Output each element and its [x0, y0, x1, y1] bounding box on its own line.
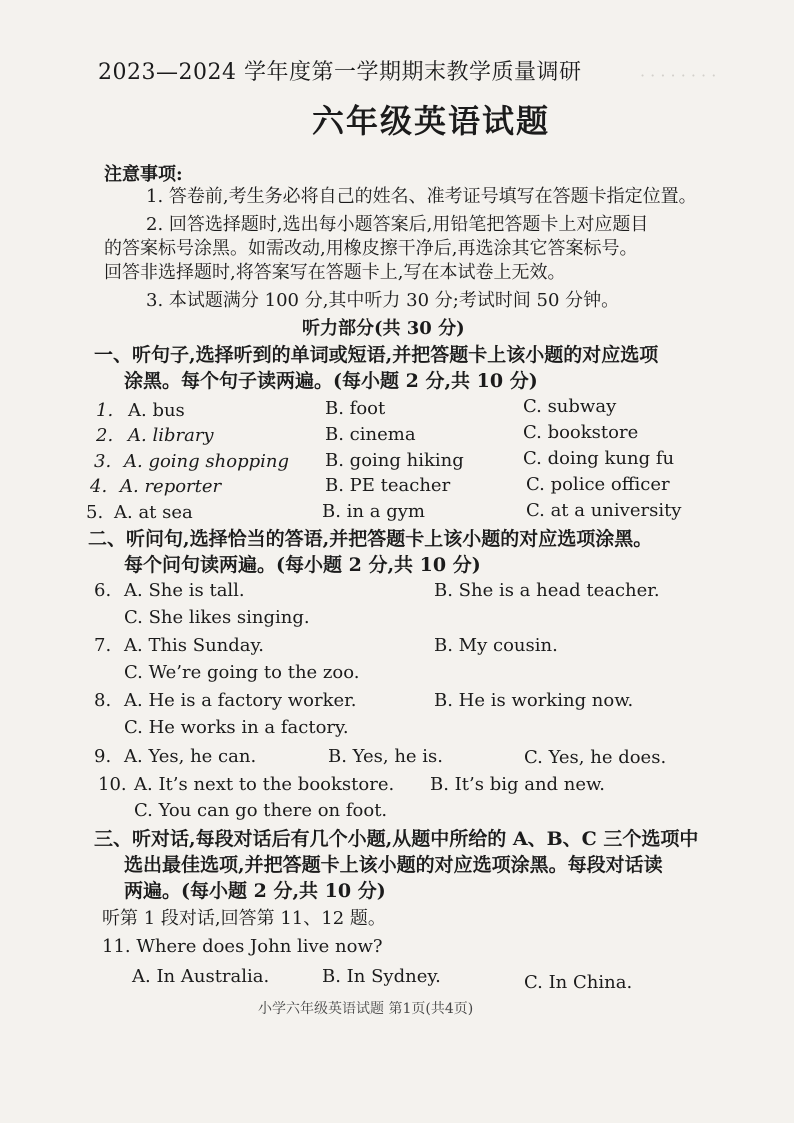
option-a: A. Yes, he can. — [124, 746, 257, 767]
option-a: A. going shopping — [124, 451, 289, 472]
option-c: C. doing kung fu — [523, 448, 675, 469]
option-b: B. My cousin. — [434, 635, 558, 656]
section-1-instruction: 涂黑。每个句子读两遍。(每小题 2 分,共 10 分) — [124, 370, 538, 392]
question-number: 4. — [90, 476, 108, 497]
notice-item-2-cont: 的答案标号涂黑。如需改动,用橡皮擦干净后,再选涂其它答案标号。 — [104, 238, 638, 259]
option-a: A. at sea — [114, 502, 193, 523]
exam-subtitle: 六年级英语试题 — [312, 102, 551, 140]
dialogue-prompt: 听第 1 段对话,回答第 11、12 题。 — [102, 908, 386, 929]
option-a: A. This Sunday. — [124, 635, 265, 656]
question-stem: 11. Where does John live now? — [102, 936, 383, 957]
option-c: C. We’re going to the zoo. — [124, 662, 360, 683]
option-c: C. bookstore — [523, 422, 639, 443]
option-c: C. police officer — [526, 474, 670, 495]
option-b: B. cinema — [325, 424, 416, 445]
question-number: 6. — [94, 580, 112, 601]
section-2-instruction: 二、听问句,选择恰当的答语,并把答题卡上该小题的对应选项涂黑。 — [88, 528, 653, 550]
option-b: B. foot — [325, 398, 386, 419]
option-b: B. He is working now. — [434, 690, 634, 711]
section-3-instruction: 选出最佳选项,并把答题卡上该小题的对应选项涂黑。每段对话读 — [124, 854, 663, 876]
notice-heading: 注意事项: — [104, 164, 183, 185]
section-3-instruction: 两遍。(每小题 2 分,共 10 分) — [124, 880, 386, 902]
option-b: B. Yes, he is. — [328, 746, 444, 767]
section-1-instruction: 一、听句子,选择听到的单词或短语,并把答题卡上该小题的对应选项 — [94, 344, 659, 366]
option-a: A. It’s next to the bookstore. — [134, 774, 395, 795]
option-c: C. He works in a factory. — [124, 717, 349, 738]
question-number: 8. — [94, 690, 112, 711]
option-c: C. In China. — [524, 972, 633, 993]
option-a: A. He is a factory worker. — [124, 690, 357, 711]
option-b: B. in a gym — [322, 501, 425, 522]
notice-item-1: 1. 答卷前,考生务必将自己的姓名、准考证号填写在答题卡指定位置。 — [146, 186, 697, 207]
option-c: C. You can go there on foot. — [134, 800, 388, 821]
notice-item-3: 3. 本试题满分 100 分,其中听力 30 分;考试时间 50 分钟。 — [146, 290, 620, 311]
page-footer: 小学六年级英语试题 第1页(共4页) — [258, 1001, 474, 1017]
question-number: 7. — [94, 635, 112, 656]
option-a: A. In Australia. — [132, 966, 270, 987]
section-2-instruction: 每个问句读两遍。(每小题 2 分,共 10 分) — [124, 554, 481, 576]
question-number: 5. — [86, 502, 104, 523]
option-a: A. She is tall. — [124, 580, 245, 601]
option-a: A. reporter — [120, 476, 222, 497]
option-c: C. Yes, he does. — [524, 747, 667, 768]
question-number: 2. — [96, 425, 114, 446]
option-c: C. at a university — [526, 500, 682, 521]
option-c: C. She likes singing. — [124, 607, 310, 628]
question-number: 1. — [96, 400, 114, 421]
option-b: B. going hiking — [325, 450, 464, 471]
option-b: B. In Sydney. — [322, 966, 441, 987]
listening-heading: 听力部分(共 30 分) — [302, 318, 465, 339]
option-b: B. She is a head teacher. — [434, 580, 660, 601]
question-number: 9. — [94, 746, 112, 767]
notice-item-2: 2. 回答选择题时,选出每小题答案后,用铅笔把答题卡上对应题目 — [146, 214, 649, 235]
option-b: B. PE teacher — [325, 475, 451, 496]
option-a: A. bus — [128, 400, 185, 421]
section-3-instruction: 三、听对话,每段对话后有几个小题,从题中所给的 A、B、C 三个选项中 — [94, 828, 699, 850]
bleed-through-text: · · · · · · · · — [640, 66, 717, 85]
notice-item-2-cont: 回答非选择题时,将答案写在答题卡上,写在本试卷上无效。 — [104, 262, 566, 283]
option-c: C. subway — [523, 396, 617, 417]
option-b: B. It’s big and new. — [430, 774, 606, 795]
question-number: 3. — [94, 451, 112, 472]
option-a: A. library — [128, 425, 214, 446]
question-number: 10. — [98, 774, 127, 795]
exam-title: 2023—2024 学年度第一学期期末教学质量调研 — [98, 60, 582, 85]
